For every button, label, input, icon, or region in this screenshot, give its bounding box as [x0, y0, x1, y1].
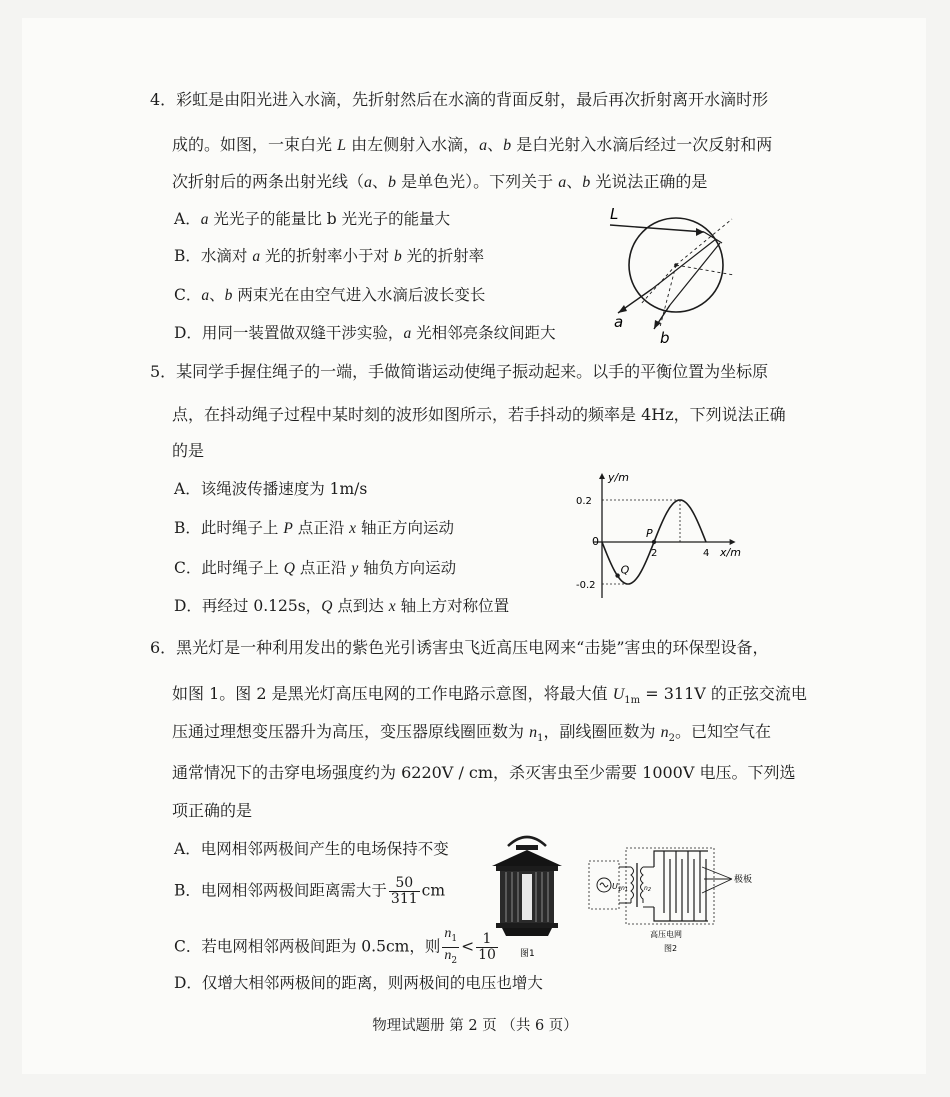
label-grid: 高压电网 [650, 930, 682, 939]
x-axis-arrow [730, 539, 736, 545]
q4-line-1: 4．彩虹是由阳光进入水滴，先折射然后在水滴的背面反射，最后再次折射离开水滴时形 [150, 90, 769, 109]
reflected-ray-1 [652, 239, 716, 289]
label-a: a [614, 313, 624, 331]
q6-line-1: 6．黑光灯是一种利用发出的紫色光引诱害虫飞近高压电网来“击毙”害虫的环保型设备， [150, 638, 769, 657]
y-axis-arrow [599, 473, 605, 479]
lamp-cap [516, 845, 538, 850]
incident-arrow [696, 228, 704, 236]
lamp-handle [508, 837, 546, 846]
q6-option-a: A．电网相邻两极间产生的电场保持不变 [174, 840, 449, 858]
q4-line-2: 成的。如图，一束白光 L 由左侧射入水滴，a、b 是白光射入水滴后经过一次反射和两 [172, 135, 773, 154]
y-axis-label: y/m [608, 471, 629, 484]
fraction-1-10: $\frac{1}{10}$ [478, 930, 496, 963]
q5-option-a: A．该绳波传播速度为 1m/s [174, 480, 368, 498]
q4-option-d: D．用同一装置做双缝干涉实验，a 光相邻亮条纹间距大 [174, 324, 556, 342]
lamp-roof-edge [496, 866, 558, 871]
y-tick-label: -0.2 [576, 580, 596, 591]
q5-line-3: 的是 [172, 441, 205, 460]
primary-coil [631, 867, 634, 903]
secondary-coil [641, 867, 644, 903]
q6-fig1-lamp [486, 832, 568, 962]
point-label-q: Q [620, 563, 630, 577]
exit-arrow-b [654, 320, 661, 329]
q6-option-d: D．仅增大相邻两极间的距离，则两极间的电压也增大 [174, 974, 543, 992]
fraction-50-311: $\frac{50}{311}$ [390, 875, 418, 907]
page-footer: 物理试题册 第 2 页 （共 6 页） [372, 1018, 578, 1034]
q6-line-4: 通常情况下的击穿电场强度约为 6220V / cm，杀灭害虫至少需要 1000V 电压。下列选 [172, 763, 796, 782]
q4-option-a: A．a 光光子的能量比 b 光光子的能量大 [174, 210, 451, 228]
label-plate: 极板 [734, 875, 753, 885]
x-tick-label: 2 [651, 548, 658, 559]
origin-label: 0 [592, 535, 599, 548]
q5-option-d: D．再经过 0.125s，Q 点到达 x 轴上方对称位置 [174, 597, 510, 615]
fig1-caption: 图1 [520, 949, 535, 959]
q4-option-c: C．a、b 两束光在由空气进入水滴后波长变长 [174, 286, 486, 304]
normal-line-2 [676, 265, 734, 275]
point-label-p: P [646, 527, 653, 540]
q6-line-2: 如图 1。图 2 是黑光灯高压电网的工作电路示意图，将最大值 $U_{1m} = 311V$ 的正弦交流电 [172, 684, 807, 707]
label-n2: n2 [644, 885, 651, 893]
q4-option-b: B．水滴对 a 光的折射率小于对 b 光的折射率 [174, 247, 485, 265]
q5-line-1: 5．某同学手握住绳子的一端，手做简谐运动使绳子振动起来。以手的平衡位置为坐标原 [150, 362, 769, 381]
q6-option-b: B．电网相邻两极间距离需大于 $\frac{50}{311}$ cm [174, 875, 446, 907]
ac-symbol [600, 883, 608, 887]
lamp-base-top [496, 923, 558, 928]
q5-option-b: B．此时绳子上 P 点正沿 x 轴正方向运动 [174, 519, 454, 537]
q4-rainbow-figure [600, 205, 740, 345]
q5-wave-chart [560, 468, 750, 598]
label-n1: n1 [621, 885, 628, 893]
exit-arrow-a [618, 305, 627, 313]
q6-fig2-circuit [586, 845, 776, 955]
fig2-caption: 图2 [664, 944, 678, 953]
x-axis-label: x/m [720, 546, 741, 559]
drop-center [674, 263, 678, 267]
lamp-tube [522, 874, 532, 920]
label-b: b [660, 329, 670, 345]
q6-line-3: 压通过理想变压器升为高压，变压器原线圈匝数为 $n_1$，副线圈匝数为 $n_2$。已知空气在 [172, 722, 771, 745]
q5-line-2: 点，在抖动绳子过程中某时刻的波形如图所示，若手抖动的频率是 4Hz，下列说法正确 [172, 405, 786, 424]
lamp-roof [492, 850, 562, 866]
q6-option-c: C．若电网相邻两极间距为 0.5cm，则 $\frac{n_1}{n_2}$ < $\frac{1}{10}$ [174, 926, 500, 969]
fraction-n1-n2: $\frac{n_1}{n_2}$ [444, 926, 458, 966]
incident-ray [610, 225, 704, 232]
x-tick-label: 4 [703, 548, 710, 559]
label-L: L [610, 205, 619, 223]
q5-option-c: C．此时绳子上 Q 点正沿 y 轴负方向运动 [174, 559, 457, 577]
label-U1: $U_1$ [612, 882, 622, 893]
q6-line-5: 项正确的是 [172, 801, 253, 820]
grid-plates [654, 851, 708, 921]
y-tick-label: 0.2 [576, 496, 592, 507]
q4-line-3: 次折射后的两条出射光线（a、b 是单色光）。下列关于 a、b 光说法正确的是 [172, 172, 708, 191]
lamp-base [502, 928, 552, 936]
normal-line-1 [676, 219, 732, 265]
